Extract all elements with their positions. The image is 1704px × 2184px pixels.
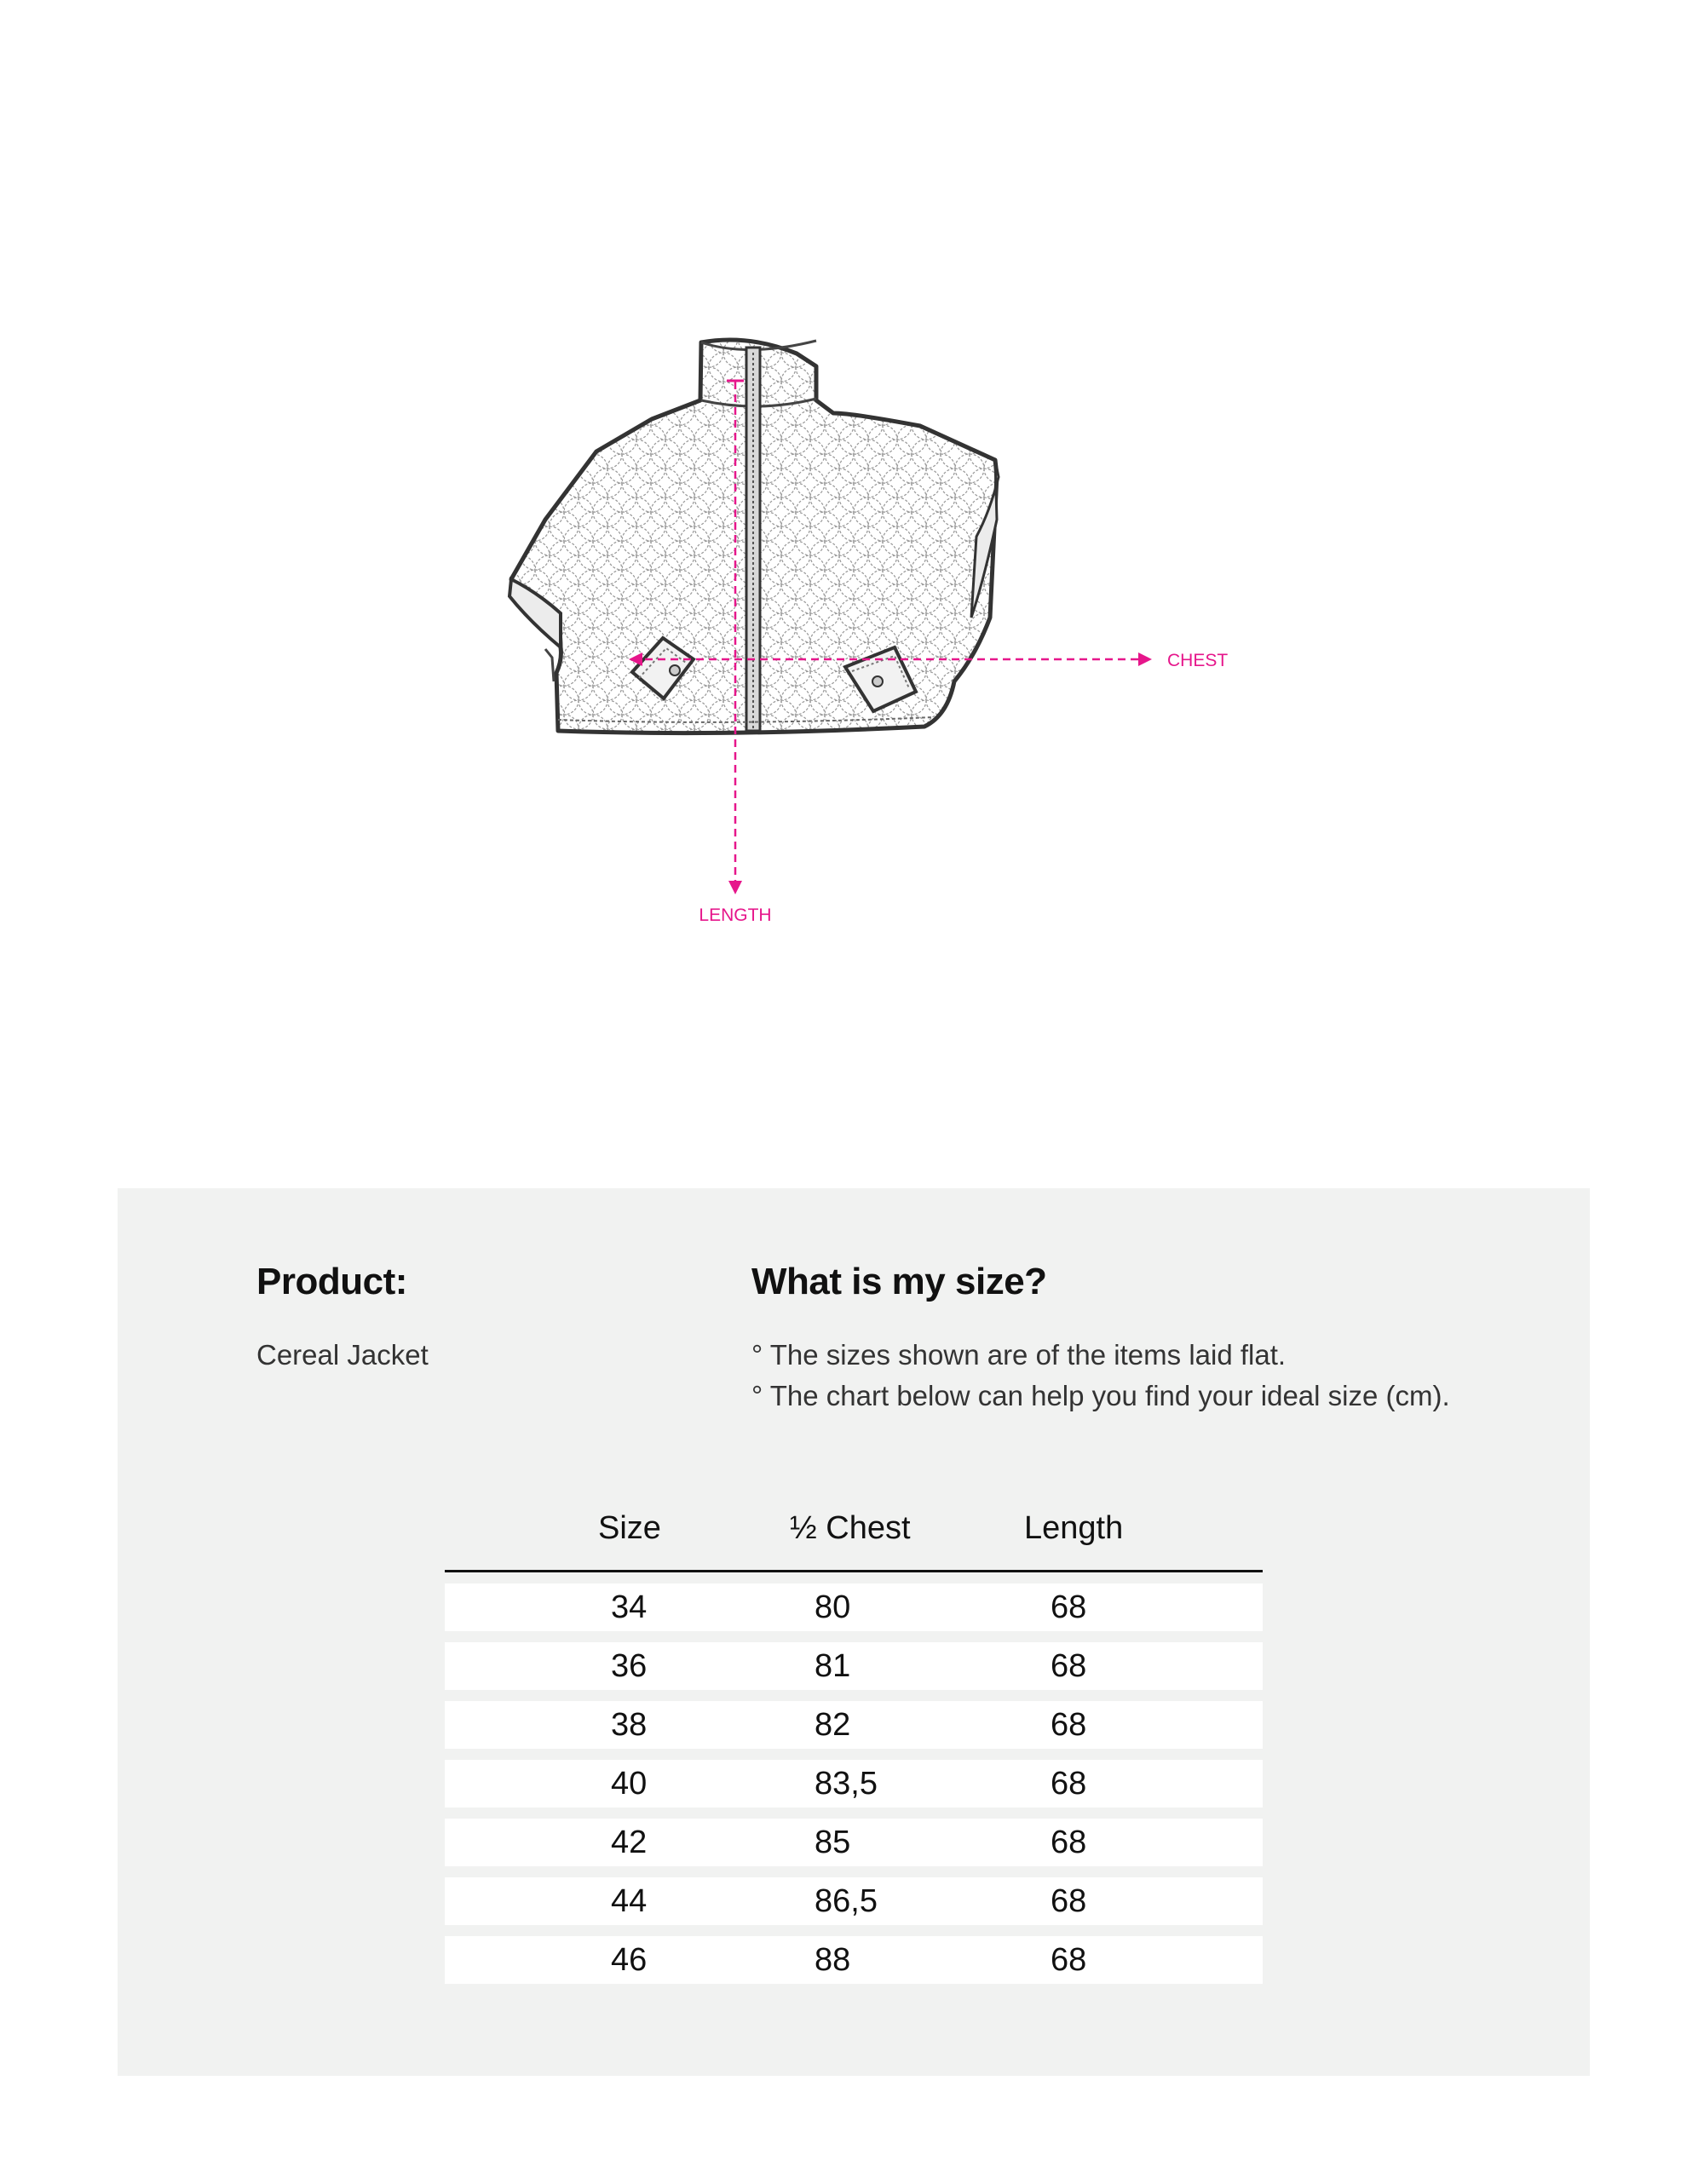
header-size: Size bbox=[598, 1510, 661, 1546]
cell-half-chest: 83,5 bbox=[815, 1766, 878, 1802]
table-row bbox=[445, 1583, 1263, 1631]
length-label: LENGTH bbox=[699, 905, 772, 925]
size-table bbox=[445, 1503, 1263, 1984]
size-table-header bbox=[445, 1503, 1263, 1572]
cell-half-chest: 86,5 bbox=[815, 1883, 878, 1919]
table-row bbox=[445, 1701, 1263, 1749]
zipper bbox=[746, 348, 760, 731]
table-row bbox=[445, 1819, 1263, 1866]
cell-length: 68 bbox=[1051, 1942, 1087, 1978]
cell-length: 68 bbox=[1051, 1707, 1087, 1743]
jacket-measurement-illustration bbox=[477, 324, 1244, 937]
cell-size: 36 bbox=[611, 1648, 648, 1684]
size-guide-panel bbox=[118, 1188, 1590, 2076]
table-row bbox=[445, 1936, 1263, 1984]
product-heading: Product: bbox=[256, 1261, 407, 1302]
jacket-drawing bbox=[477, 324, 1244, 937]
size-note: ° The sizes shown are of the items laid flat. bbox=[751, 1339, 1287, 1371]
size-note: ° The chart below can help you find your ideal size (cm). bbox=[751, 1380, 1450, 1411]
cell-length: 68 bbox=[1051, 1883, 1087, 1919]
cell-length: 68 bbox=[1051, 1825, 1087, 1860]
header-length: Length bbox=[1024, 1510, 1124, 1546]
cell-half-chest: 80 bbox=[815, 1589, 851, 1625]
header-half-chest: ½ Chest bbox=[790, 1510, 911, 1546]
left-side-seam bbox=[545, 649, 554, 681]
size-notes bbox=[751, 1335, 1450, 1417]
cell-size: 46 bbox=[611, 1942, 648, 1978]
cell-size: 40 bbox=[611, 1766, 648, 1802]
cell-half-chest: 88 bbox=[815, 1942, 851, 1978]
cell-size: 34 bbox=[611, 1589, 648, 1625]
cell-size: 44 bbox=[611, 1883, 648, 1919]
cell-length: 68 bbox=[1051, 1589, 1087, 1625]
size-heading: What is my size? bbox=[751, 1261, 1047, 1302]
cell-half-chest: 82 bbox=[815, 1707, 851, 1743]
cell-size: 42 bbox=[611, 1825, 648, 1860]
cell-half-chest: 85 bbox=[815, 1825, 851, 1860]
table-row bbox=[445, 1760, 1263, 1808]
product-name: Cereal Jacket bbox=[256, 1339, 429, 1371]
chest-label: CHEST bbox=[1167, 651, 1229, 670]
cell-length: 68 bbox=[1051, 1766, 1087, 1802]
cell-length: 68 bbox=[1051, 1648, 1087, 1684]
cell-half-chest: 81 bbox=[815, 1648, 851, 1684]
cell-size: 38 bbox=[611, 1707, 648, 1743]
table-row bbox=[445, 1877, 1263, 1925]
table-row bbox=[445, 1642, 1263, 1690]
